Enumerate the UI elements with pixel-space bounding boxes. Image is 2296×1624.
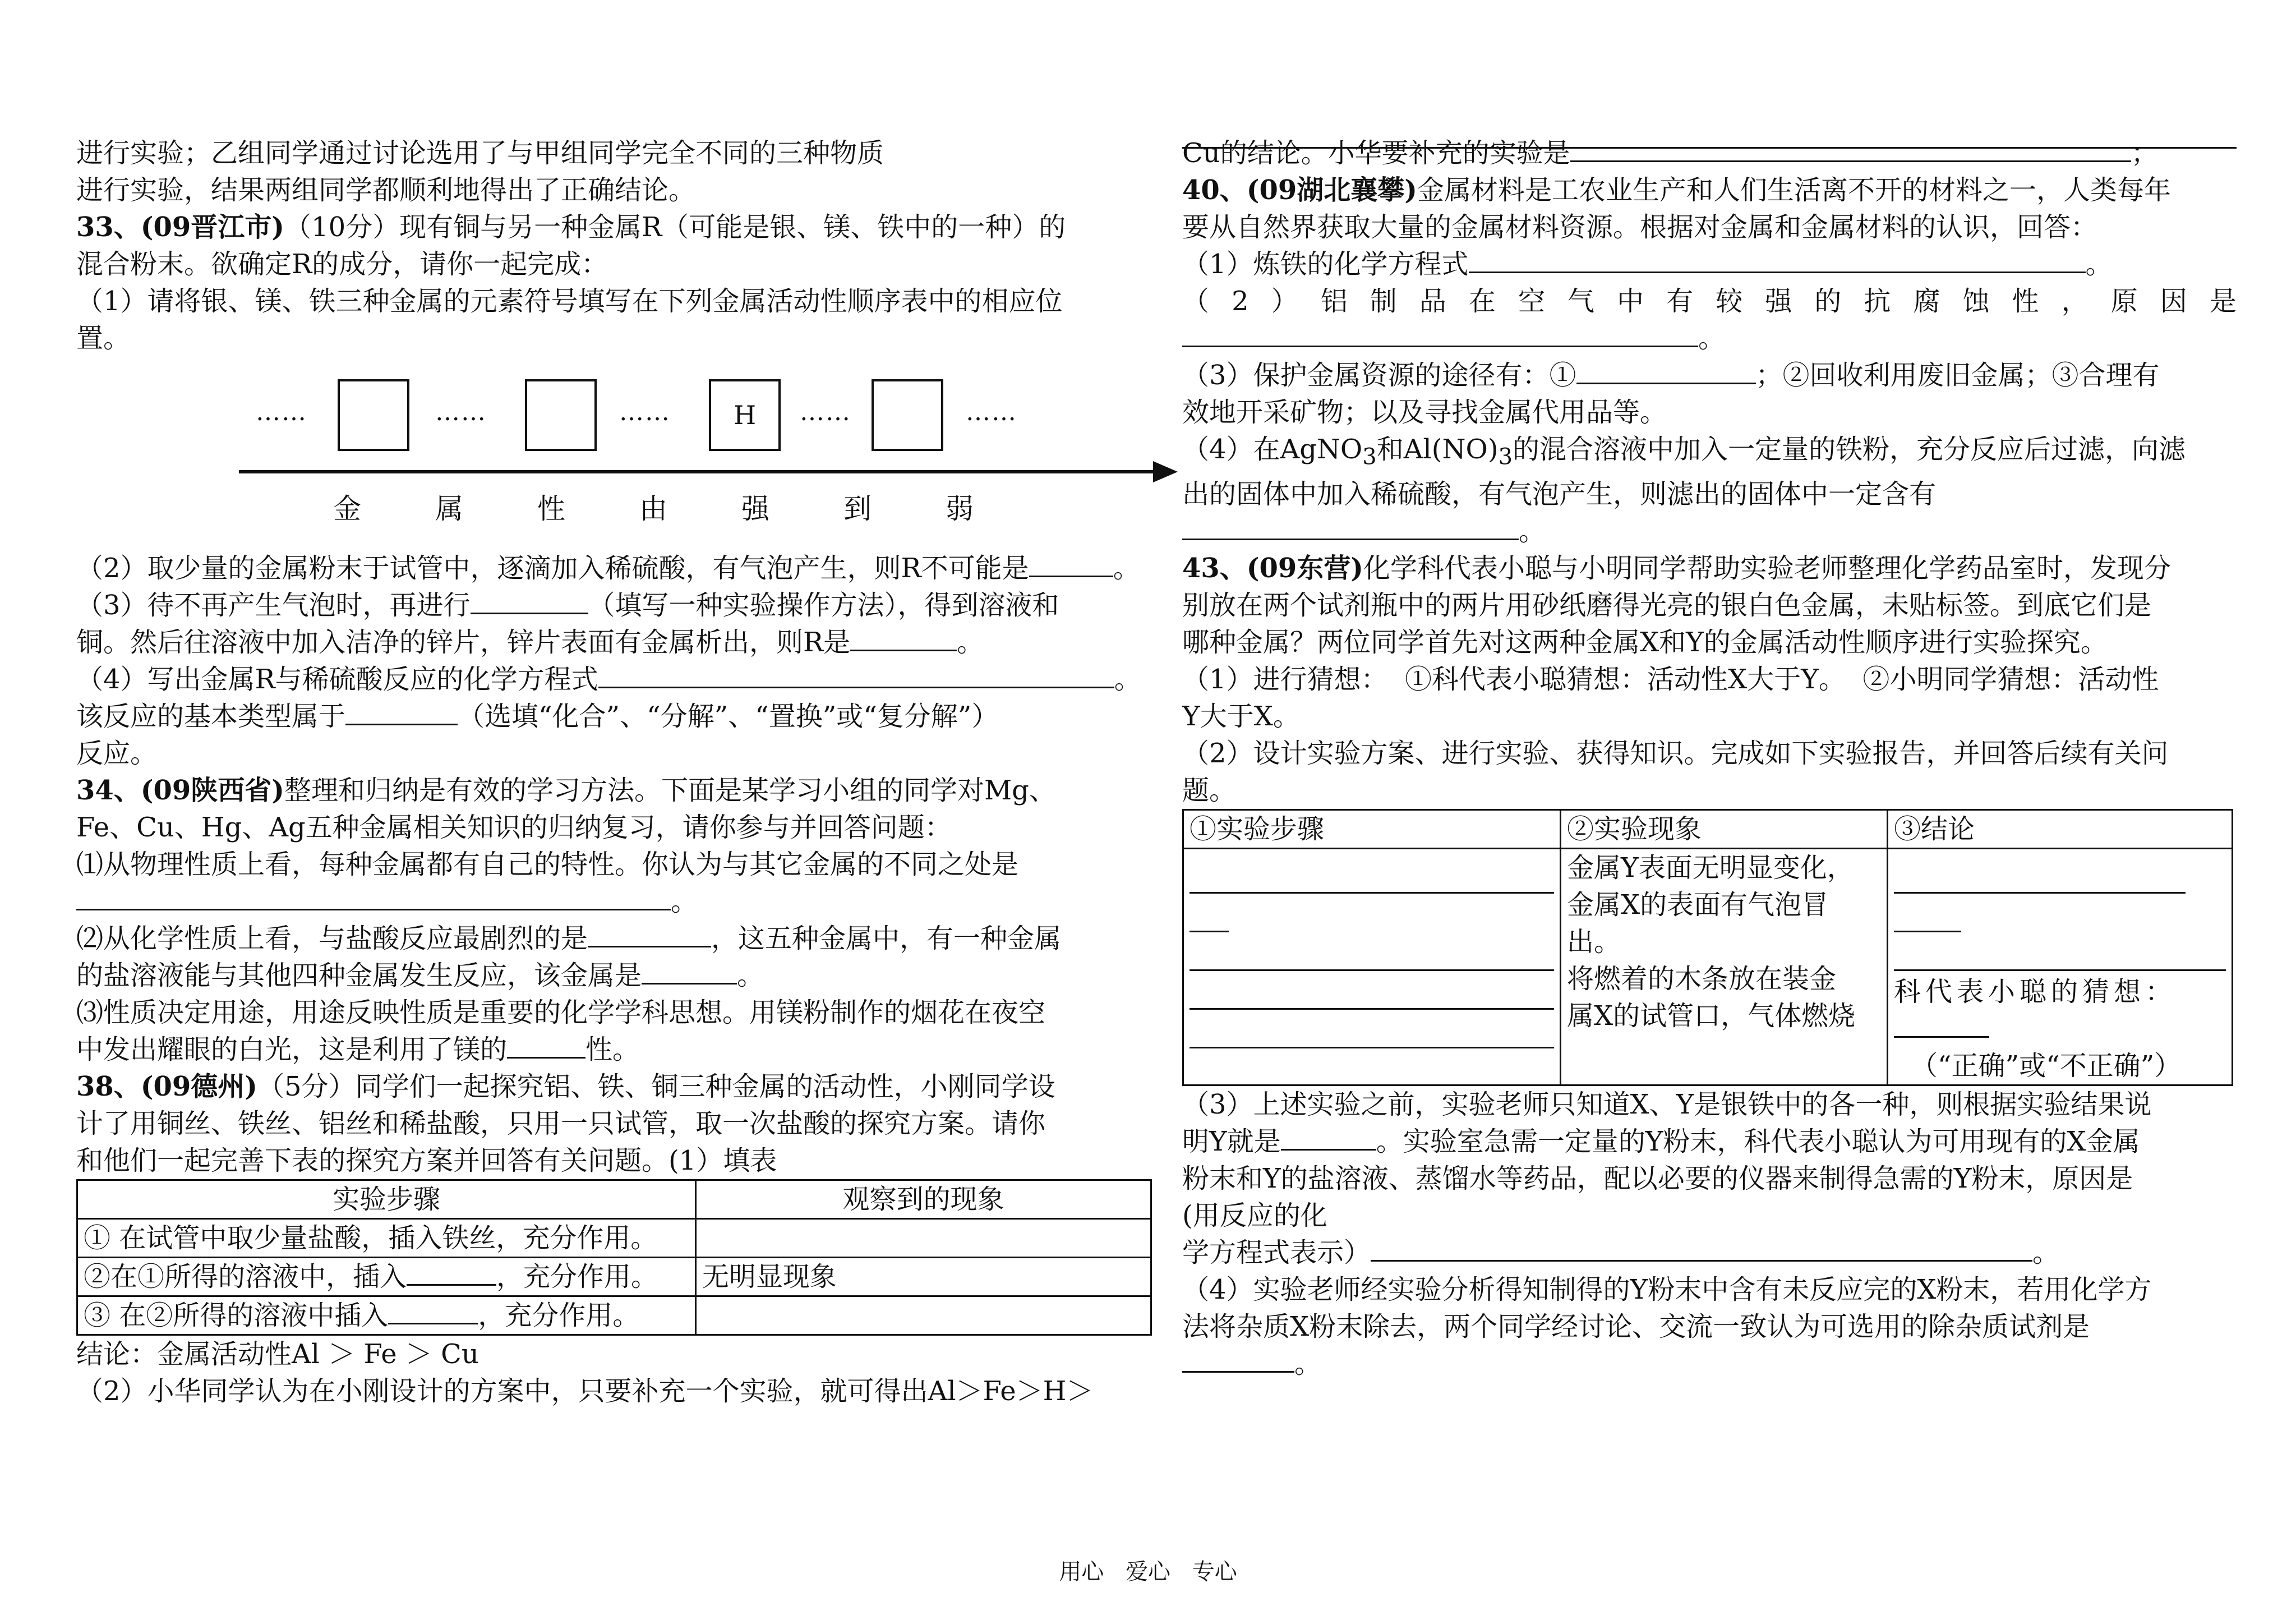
ellipsis: …… (435, 398, 487, 426)
text-line: (用反应的化 (1182, 1199, 1327, 1231)
text-line: 的混合溶液中加入一定量的铁粉，充分反应后过滤，向滤 (1513, 434, 2186, 465)
table-header-row (77, 1180, 1151, 1219)
question-34 (76, 772, 1170, 1068)
question-number: 38、(09德州) (76, 1071, 258, 1102)
table-cell (77, 1258, 696, 1296)
answer-blank[interactable] (471, 587, 588, 614)
text-line: （5分）同学们一起探究铝、铁、铜三种金属的活动性，小刚同学设 (257, 1071, 1055, 1102)
text-line: 金属Y表面无明显变化， (1567, 852, 1854, 884)
text-line: 的盐溶液能与其他四种金属发生反应，该金属是 (76, 960, 642, 991)
right-column (1182, 135, 2237, 1382)
text-line: 学方程式表示） (1182, 1236, 1371, 1268)
text-line: （2）取少量的金属粉末于试管中，逐滴加入稀硫酸，有气泡产生，则R不可能是 (76, 553, 1029, 584)
answer-line[interactable] (1190, 1012, 1554, 1048)
punctuation: 。 (1114, 664, 1141, 695)
char: 较 (1716, 286, 1743, 317)
text-line: ，充分作用。 (478, 1300, 640, 1331)
hydrogen-label: H (733, 400, 757, 430)
char: 的 (1814, 286, 1842, 317)
hydrogen-box (709, 379, 781, 451)
text-line: 化学科代表小聪与小明同学帮助实验老师整理化学药品室时，发现分 (1363, 552, 2171, 584)
subscript: 3 (1362, 444, 1377, 470)
answer-blank[interactable] (1570, 135, 2131, 162)
char: 有 (1666, 286, 1694, 317)
table-cell: ① 在试管中取少量盐酸，插入铁丝，充分作用。 (77, 1219, 696, 1258)
answer-blank[interactable] (1182, 1345, 1294, 1373)
conclusion-text: 结论：金属活动性Al ＞ Fe ＞ Cu (76, 1338, 479, 1370)
char: 中 (1617, 286, 1644, 317)
text-line: 属X的试管口，气体燃烧 (1567, 1000, 1856, 1032)
answer-blank[interactable] (345, 698, 458, 725)
text-line: ③ 在②所得的溶液中插入 (84, 1300, 389, 1331)
table-header: 实验步骤 (77, 1180, 696, 1219)
text-line: ，这五种金属中，有一种金属 (711, 923, 1062, 954)
text-line: （4）写出金属R与稀硫酸反应的化学方程式 (76, 664, 598, 695)
char: 气 (1567, 286, 1595, 317)
table-header-row (1183, 809, 2233, 848)
text-line: 该反应的基本类型属于 (76, 701, 346, 732)
answer-blank[interactable] (388, 1297, 478, 1324)
char: 是 (2209, 286, 2237, 317)
ellipsis: …… (256, 398, 307, 426)
answer-line[interactable] (1894, 857, 2186, 894)
text-line: 中发出耀眼的白光，这是利用了镁的 (76, 1034, 508, 1065)
ellipsis: …… (619, 398, 671, 426)
text-line: 将燃着的木条放在装金 (1567, 963, 1837, 995)
text-line: 铜。然后往溶液中加入洁净的锌片，锌片表面有金属析出，则R是 (76, 627, 851, 658)
answer-blank[interactable] (1894, 1010, 1989, 1038)
char: ， (2061, 286, 2088, 317)
text-line: ⑵从化学性质上看，与盐酸反应最剧烈的是 (76, 923, 588, 954)
text-line: 效地开采矿物；以及寻找金属代用品等。 (1182, 397, 1667, 428)
axis-label-char: 属 (435, 493, 463, 525)
text-line: 混合粉末。欲确定R的成分，请你一起完成： (76, 249, 608, 280)
text-line: 科代表小聪的猜想： (1894, 976, 2177, 1007)
question-number: 43、(09东营) (1182, 552, 1364, 584)
char: 品 (1419, 286, 1446, 317)
text-line: 进行实验，结果两组同学都顺利地得出了正确结论。 (76, 174, 696, 206)
table-row (77, 1219, 1151, 1258)
text-line: （选填“化合”、“分解”、“置换”或“复分解”） (458, 701, 999, 732)
page-footer: 用心 爱心 专心 (1059, 1559, 1237, 1585)
axis-label-char: 强 (741, 493, 769, 525)
answer-blank[interactable] (1029, 550, 1113, 577)
punctuation: 。 (1113, 553, 1140, 584)
table-cell: 无明显现象 (696, 1258, 1151, 1296)
answer-blank[interactable] (850, 624, 957, 651)
arrow-shaft (239, 470, 1159, 473)
text-line: 置。 (76, 323, 131, 354)
char: ） (1271, 286, 1298, 317)
observation-cell[interactable] (696, 1296, 1151, 1335)
answer-blank[interactable] (1281, 1123, 1376, 1151)
text-line: 反应。 (76, 738, 158, 769)
axis-label-char: 由 (639, 493, 667, 525)
text-line: ；②回收利用废旧金属；③合理有 (1755, 360, 2160, 391)
table-row (77, 1296, 1151, 1335)
text-line: （10分）现有铜与另一种金属R（可能是银、镁、铁中的一种）的 (284, 211, 1066, 243)
question-number: 33、(09晋江市) (76, 211, 285, 243)
char: 因 (2160, 286, 2187, 317)
text-line: Fe、Cu、Hg、Ag五种金属相关知识的归纳复习，请你参与并回答问题： (76, 812, 952, 843)
char: 原 (2110, 286, 2138, 317)
answer-box[interactable] (525, 379, 597, 451)
text-line: ，充分作用。 (496, 1261, 658, 1292)
experiment-table-43 (1182, 809, 2233, 1086)
table-row (77, 1258, 1151, 1296)
char: 铝 (1320, 286, 1348, 317)
subscript: 3 (1498, 444, 1513, 470)
text-line: （3）待不再产生气泡时，再进行 (76, 590, 471, 621)
text-line: ⑶性质决定用途，用途反映性质是重要的化学学科思想。用镁粉制作的烟花在夜空 (76, 997, 1046, 1028)
question-40 (1182, 172, 2237, 283)
text-line: （2）小华同学认为在小刚设计的方案中，只要补充一个实验，就可得出Al＞Fe＞H＞ (76, 1375, 1094, 1407)
table-header: ①实验步骤 (1183, 809, 1561, 848)
answer-line[interactable] (1190, 857, 1554, 894)
observations-cell (1561, 848, 1888, 1085)
conclusion-cell (1888, 848, 2233, 1085)
answer-blank[interactable] (642, 957, 737, 984)
observation-cell[interactable] (696, 1219, 1151, 1258)
punctuation: 。 (1519, 515, 1546, 547)
question-number: 40、(09湖北襄攀) (1182, 174, 1418, 206)
text-line: （1）炼铁的化学方程式 (1182, 249, 1469, 280)
char: 制 (1370, 286, 1397, 317)
punctuation: 。 (957, 627, 984, 658)
text-line: 和他们一起完善下表的探究方案并回答有关问题。(1）填表 (76, 1145, 777, 1176)
experiment-table-38 (76, 1179, 1152, 1336)
arrow-right-icon (1153, 461, 1178, 482)
ellipsis: …… (966, 398, 1017, 426)
answer-line[interactable] (1894, 896, 1961, 932)
text-line: （4）在AgNO (1182, 434, 1363, 465)
text-line: 题。 (1182, 774, 1237, 806)
punctuation: 。 (2085, 249, 2113, 280)
text-line: （“正确”或“不正确”） (1911, 1050, 2182, 1082)
question-38-tail (76, 1336, 1170, 1410)
text-line: 金属X的表面有气泡冒 (1567, 889, 1829, 921)
answer-box[interactable] (872, 379, 943, 451)
punctuation: ； (2131, 137, 2158, 169)
activity-series-diagram (76, 360, 1170, 540)
answer-blank[interactable] (1182, 320, 1698, 347)
answer-line[interactable] (1190, 973, 1554, 1010)
char: 腐 (1913, 286, 1940, 317)
answer-blank[interactable] (507, 1031, 585, 1059)
text-line: 要从自然界获取大量的金属材料资源。根据对金属和金属材料的认识，回答： (1182, 211, 2098, 243)
ellipsis: …… (800, 398, 851, 426)
text-line: 进行实验；乙组同学通过讨论选用了与甲组同学完全不同的三种物质 (76, 137, 884, 169)
text-line: 法将杂质X粉末除去，两个同学经讨论、交流一致认为可选用的除杂质试剂是 (1182, 1310, 2090, 1342)
char: 抗 (1864, 286, 1891, 317)
answer-blank[interactable] (1469, 246, 2086, 273)
text-line: 整理和归纳是有效的学习方法。下面是某学习小组的同学对Mg、 (284, 775, 1056, 806)
intro-text (76, 135, 1170, 209)
char: 性 (2012, 286, 2039, 317)
axis-label-char: 金 (333, 493, 361, 525)
punctuation: 。 (2032, 1236, 2060, 1268)
punctuation: 。 (1294, 1347, 1322, 1379)
char: 空 (1518, 286, 1545, 317)
punctuation: 。 (1698, 323, 1726, 354)
table-cell (77, 1296, 696, 1335)
question-33-parts (76, 550, 1170, 772)
text-line: （4）实验老师经实验分析得知制得的Y粉末中含有未反应完的X粉末，若用化学方 (1182, 1273, 2152, 1305)
axis-label-char: 弱 (946, 493, 974, 525)
answer-blank[interactable] (407, 1258, 496, 1286)
text-line: 出的固体中加入稀硫酸，有气泡产生，则滤出的固体中一定含有 (1182, 478, 1937, 510)
answer-blank[interactable] (1576, 357, 1756, 384)
steps-cell[interactable] (1183, 848, 1561, 1085)
text-line: 别放在两个试剂瓶中的两片用砂纸磨得光亮的银白色金属，未贴标签。到底它们是 (1182, 589, 2152, 621)
answer-blank[interactable] (1182, 513, 1519, 540)
question-38 (76, 1068, 1170, 1179)
table-header: ②实验现象 (1561, 809, 1888, 848)
table-row (1183, 848, 2233, 1085)
punctuation: 。 (671, 886, 698, 917)
question-43 (1182, 550, 2237, 809)
text-line: （3）保护金属资源的途径有：① (1182, 360, 1576, 391)
text-line: ②在①所得的溶液中，插入 (84, 1261, 407, 1292)
text-line: ⑴从物理性质上看，每种金属都有自己的特性。你认为与其它金属的不同之处是 (76, 849, 1019, 880)
text-line: 和Al(NO (1376, 434, 1488, 465)
question-33 (76, 209, 1170, 357)
answer-box[interactable] (338, 379, 409, 451)
char: 在 (1468, 286, 1496, 317)
text-line: （1）请将银、镁、铁三种金属的元素符号填写在下列金属活动性顺序表中的相应位 (76, 286, 1063, 317)
answer-blank[interactable] (76, 883, 671, 910)
char: 强 (1765, 286, 1792, 317)
char: 2 (1232, 286, 1249, 317)
axis-label-char: 到 (843, 493, 872, 525)
table-header: ③结论 (1888, 809, 2233, 848)
text-line: （1）进行猜想： ①科代表小聪猜想：活动性X大于Y。 ②小明同学猜想：活动性 (1182, 663, 2159, 695)
char: （ (1182, 286, 1210, 317)
answer-line[interactable] (1190, 896, 1229, 932)
axis-label-char: 性 (537, 493, 565, 525)
question-number: 34、(09陕西省) (76, 775, 285, 806)
text-line: 粉末和Y的盐溶液、蒸馏水等药品，配以必要的仪器来制得急需的Y粉末，原因是 (1182, 1162, 2133, 1194)
punctuation: 。 (737, 960, 764, 991)
question-38-continued (1182, 135, 2237, 172)
char: 蚀 (1962, 286, 1990, 317)
text-line: 。实验室急需一定量的Y粉末，科代表小聪认为可用现有的X金属 (1376, 1125, 2140, 1157)
answer-line[interactable] (1190, 935, 1554, 971)
text-line: 计了用铜丝、铁丝、铝丝和稀盐酸，只用一只试管，取一次盐酸的探究方案。请你 (76, 1108, 1046, 1139)
text-line: （填写一种实验操作方法），得到溶液和 (588, 590, 1059, 621)
text-line: 明Y就是 (1182, 1125, 1281, 1157)
table-header: 观察到的现象 (696, 1180, 1151, 1219)
answer-blank[interactable] (588, 920, 711, 947)
answer-blank[interactable] (1371, 1234, 2032, 1262)
text-line: （2）设计实验方案、进行实验、获得知识。完成如下实验报告，并回答后续有关问 (1182, 737, 2169, 769)
answer-blank[interactable] (598, 661, 1114, 688)
question-43-parts (1182, 1086, 2237, 1382)
text-line: Cu的结论。小华要补充的实验是 (1182, 137, 1570, 169)
text-line: （3）上述实验之前，实验老师只知道X、Y是银铁中的各一种，则根据实验结果说 (1182, 1088, 2152, 1120)
left-column (76, 135, 1170, 1410)
question-40-parts: 。 （3）保护金属资源的途径有：① ；②回收利用废旧金属；③合理有 效地开采矿物；以及寻找金属代用品等。 （4）在AgNO$_3$和$Al(NO)_3$的混合溶液中加入一定量的铁粉，充分反应后过滤，向滤 出的固体中加入稀硫酸，有气泡产生，则滤出的固体中一定含有 。 (1182, 320, 2237, 550)
text-line: Y大于X。 (1182, 700, 1300, 732)
text-line: 金属材料是工农业生产和人们生活离不开的材料之一，人类每年 (1417, 174, 2171, 206)
text-line: 哪种金属？两位同学首先对这两种金属X和Y的金属活动性顺序进行实验探究。 (1182, 626, 2108, 658)
text-line: 性。 (585, 1034, 640, 1065)
q40-part2-line (1182, 283, 2237, 320)
answer-line[interactable] (1894, 935, 2226, 971)
text-line: 出。 (1567, 926, 1621, 958)
